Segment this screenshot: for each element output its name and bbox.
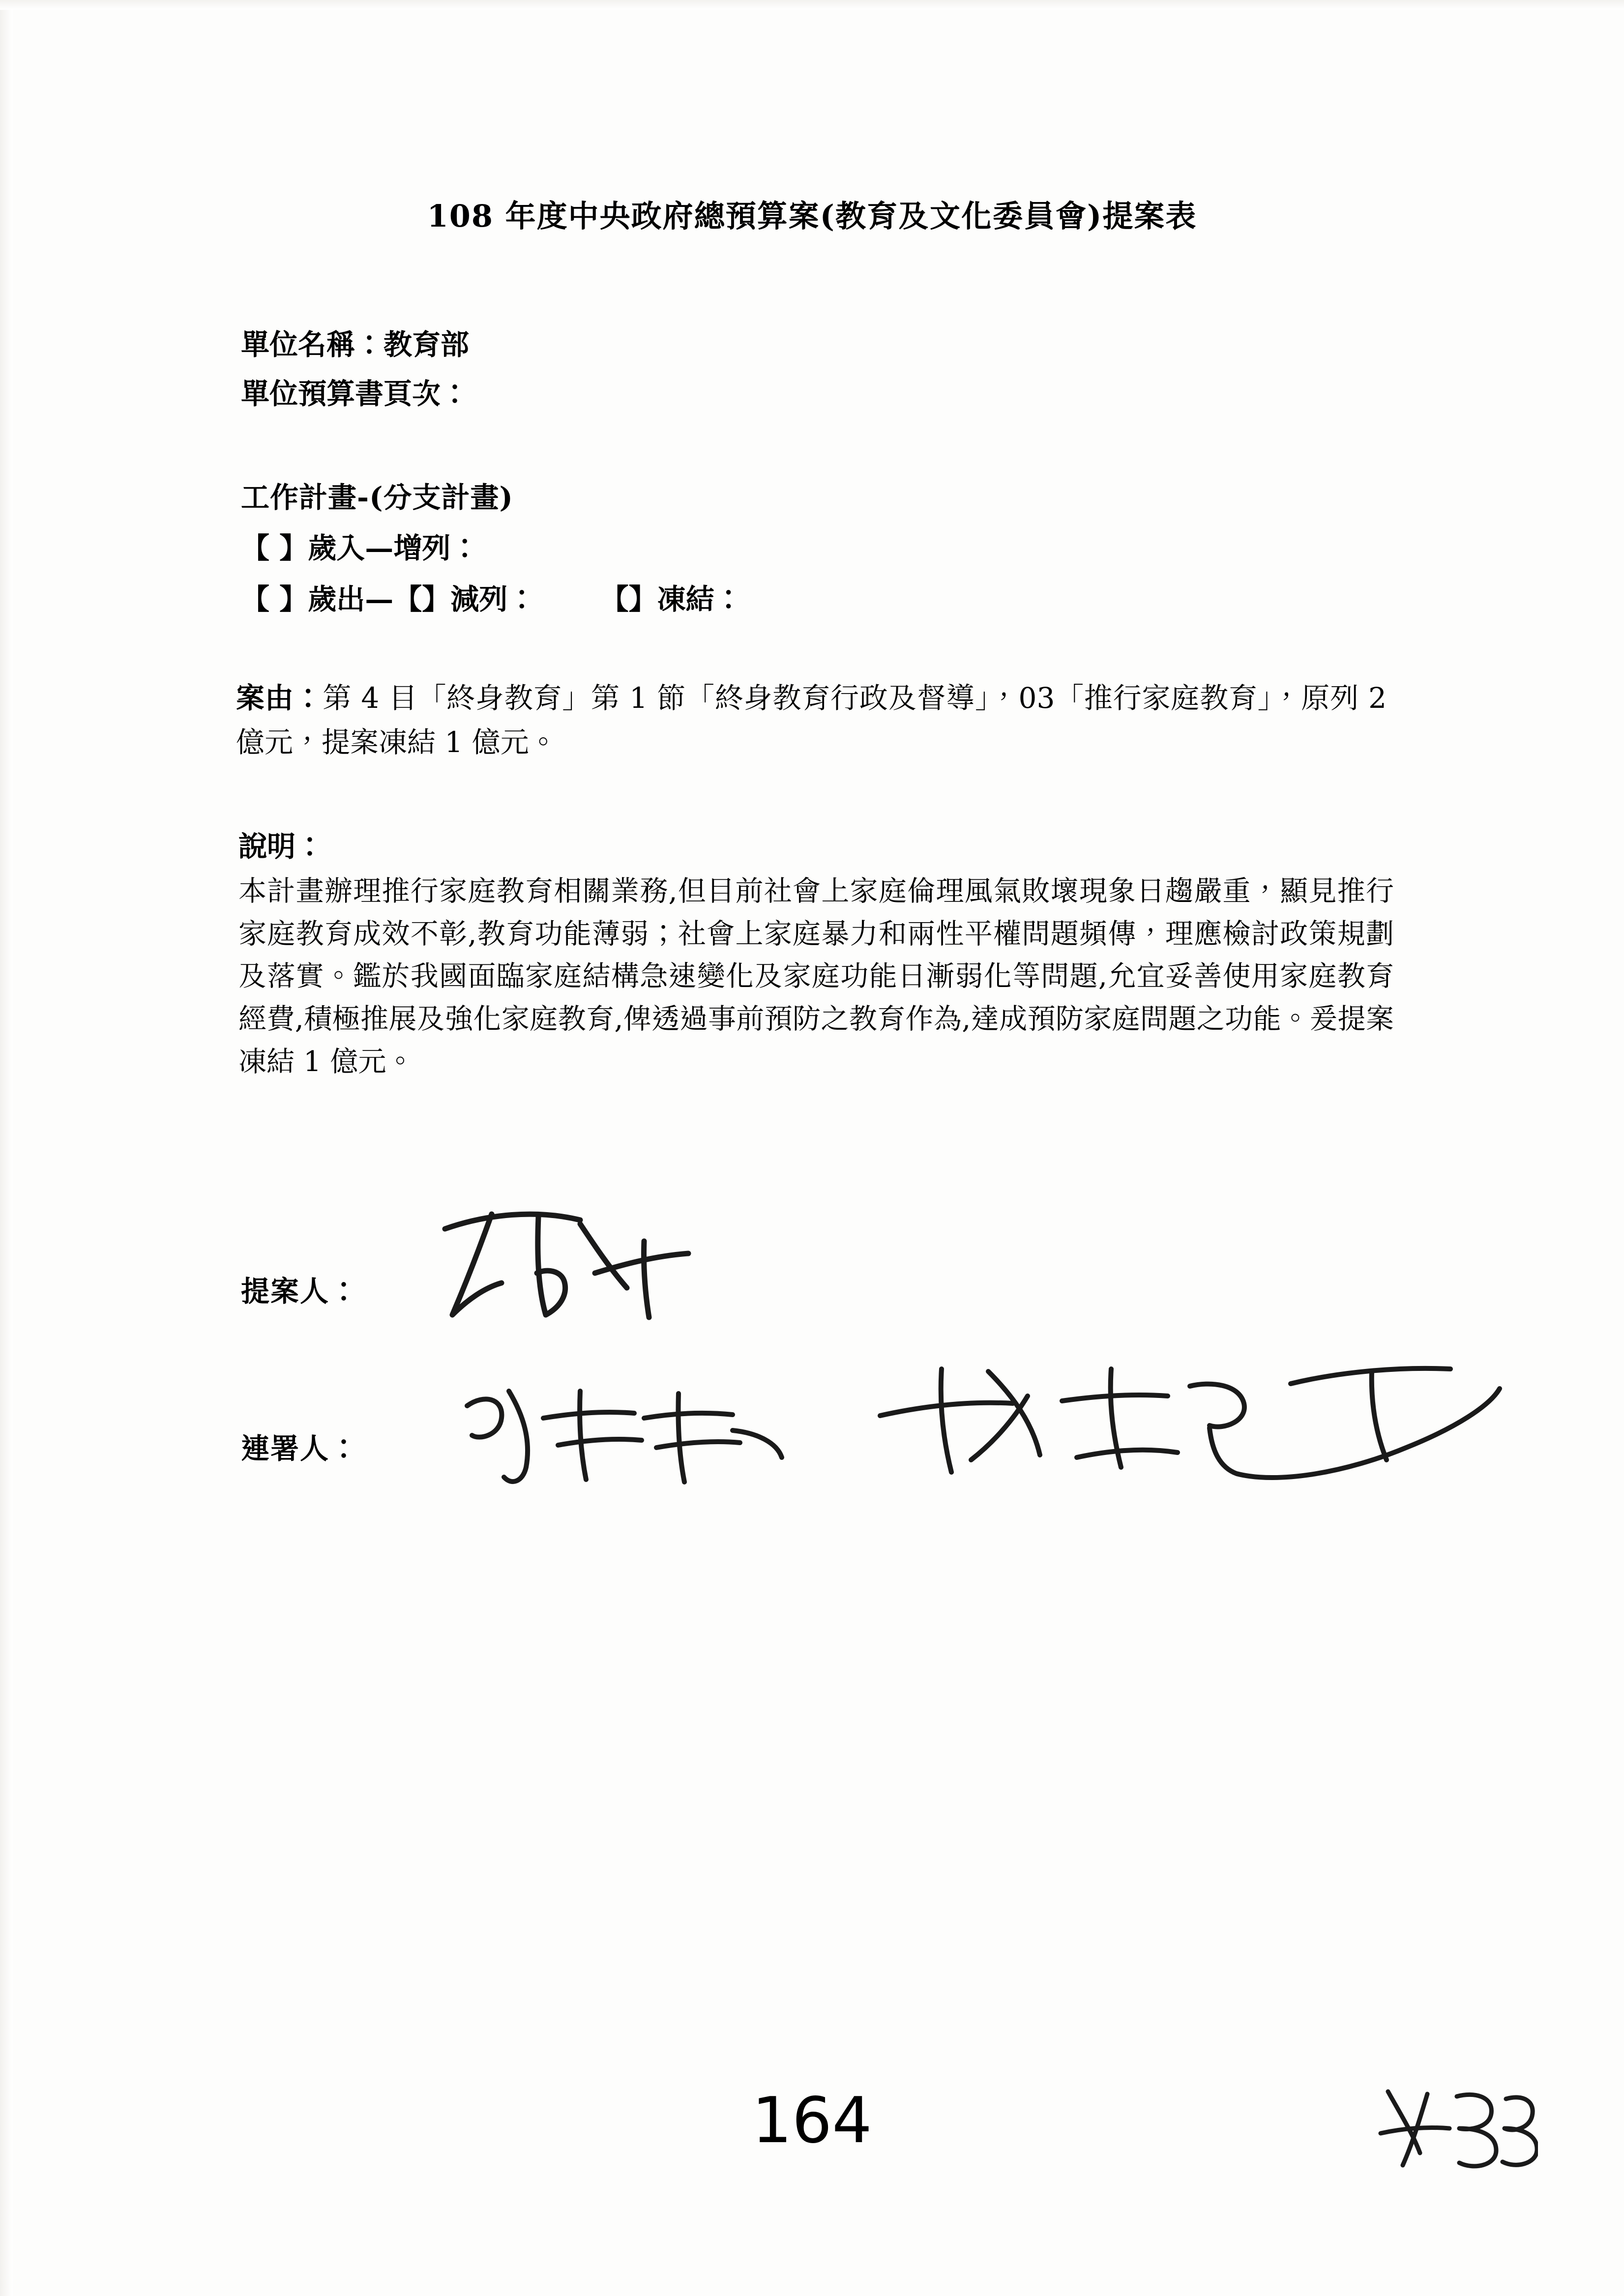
cosigner-signature-2-icon xyxy=(865,1342,1514,1489)
handwritten-corner-number-icon xyxy=(1376,2079,1538,2173)
proposer-signature-icon xyxy=(433,1194,738,1337)
case-section xyxy=(236,676,1387,765)
explain-text: 本計畫辦理推行家庭教育相關業務,但目前社會上家庭倫理風氣敗壞現象日趨嚴重，顯見推行家庭教育成效不彰,教育功能薄弱；社會上家庭暴力和兩性平權問題頻傳，理應檢討政策規劃及落實。鑑於我國面臨家庭結構急速變化及家庭功能日漸弱化等問題,允宜妥善使用家庭教育經費,積極推展及強化家庭教育,俾透過事前預防之教育作為,達成預防家庭問題之功能。爰提案凍結 1 億元。 xyxy=(238,875,1394,1078)
cosigner-signature-1-icon xyxy=(457,1371,801,1499)
income-line: 【 】歲入—增列： xyxy=(241,531,479,565)
scan-edge-top xyxy=(0,0,1624,10)
work-plan-line: 工作計畫-(分支計畫) xyxy=(241,481,513,514)
expenditure-reduce-label: 【 】歲出—【】減列： xyxy=(241,582,536,616)
expenditure-freeze-label: 【】凍結： xyxy=(600,582,743,616)
unit-budget-page-line: 單位預算書頁次： xyxy=(241,377,470,410)
case-text: 第 4 目「終身教育」第 1 節「終身教育行政及督導」，03「推行家庭教育」，原列 2 億元，提案凍結 1 億元。 xyxy=(236,681,1387,759)
proposer-label: 提案人： xyxy=(241,1275,359,1308)
unit-name-line: 單位名稱：教育部 xyxy=(241,328,470,361)
scan-edge-left xyxy=(0,0,13,2296)
expenditure-line xyxy=(241,576,743,617)
explain-label: 說明： xyxy=(238,830,325,863)
case-label: 案由： xyxy=(236,681,323,715)
cosigner-label: 連署人： xyxy=(241,1432,359,1465)
page-title: 108 年度中央政府總預算案(教育及文化委員會)提案表 xyxy=(427,198,1197,234)
page-number: 164 xyxy=(752,2084,872,2157)
